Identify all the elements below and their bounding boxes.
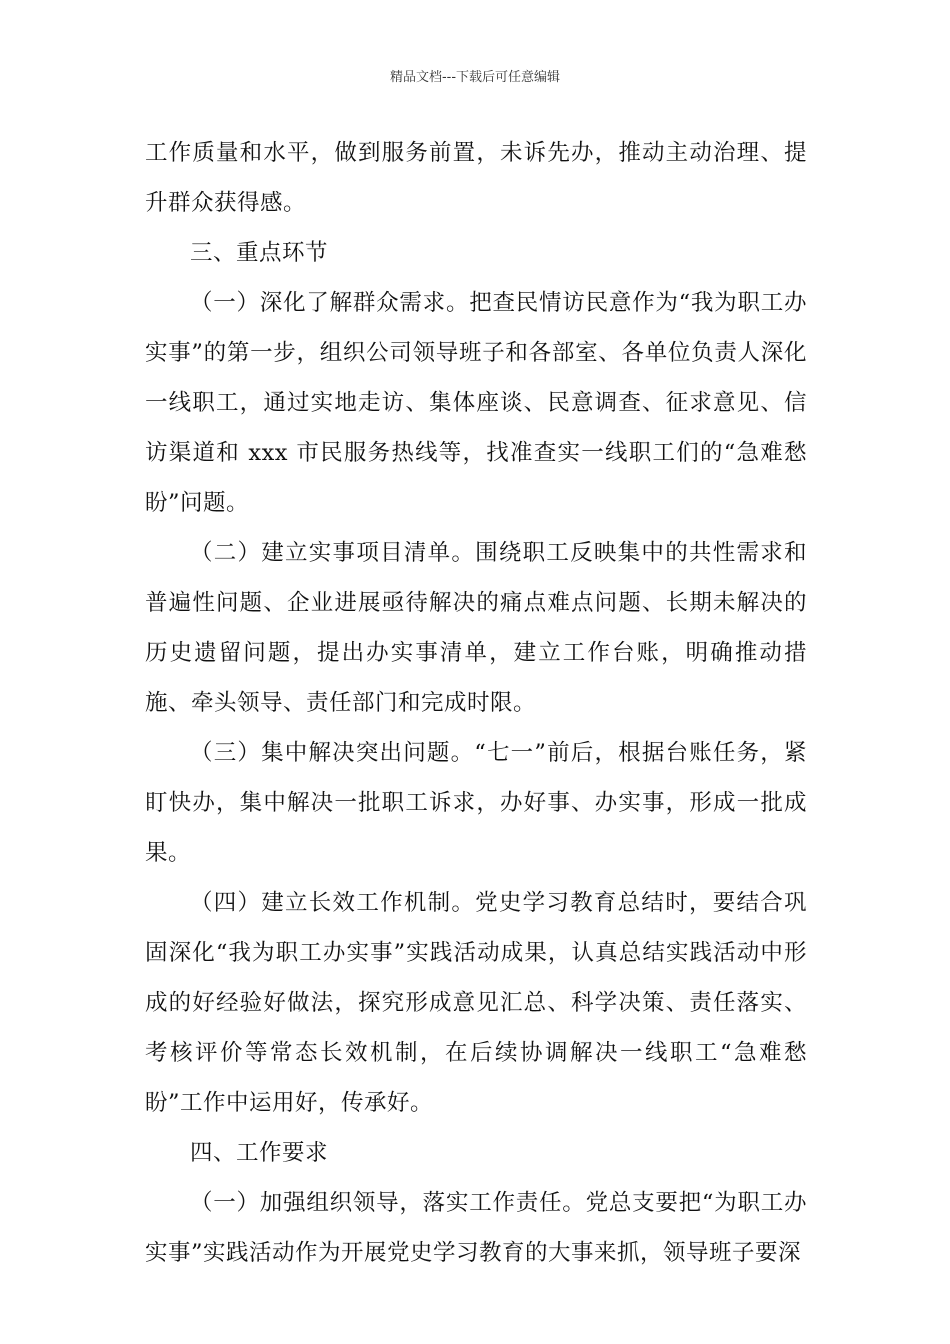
- paragraph-step-1: （一）深化了解群众需求。把查民情访民意作为“我为职工办实事”的第一步，组织公司领导班子和各部室、各单位负责人深化一线职工，通过实地走访、集体座谈、民意调查、征求意见、信访渠道和 xxx 市民服务热线等，找准查实一线职工们的“急难愁盼”问题。: [145, 290, 807, 516]
- page-header: 精品文档---下载后可任意编辑: [389, 70, 561, 85]
- paragraph-step-3: （三）集中解决突出问题。“七一”前后，根据台账任务，紧盯快办，集中解决一批职工诉求，办好事、办实事，形成一批成果。: [145, 740, 807, 866]
- document-body: [145, 128, 807, 1278]
- paragraph-step-4: （四）建立长效工作机制。党史学习教育总结时，要结合巩固深化“我为职工办实事”实践活动成果，认真总结实践活动中形成的好经验好做法，探究形成意见汇总、科学决策、责任落实、考核评价等常态长效机制，在后续协调解决一线职工“急难愁盼”工作中运用好，传承好。: [145, 890, 807, 1116]
- section-heading-requirements: 四、工作要求: [190, 1140, 329, 1166]
- section-heading-key-steps: 三、重点环节: [190, 240, 329, 266]
- paragraph-step-2: （二）建立实事项目清单。围绕职工反映集中的共性需求和普遍性问题、企业进展亟待解决的痛点难点问题、长期未解决的历史遗留问题，提出办实事清单，建立工作台账，明确推动措施、牵头领导、责任部门和完成时限。: [145, 540, 807, 716]
- paragraph-requirement-1: （一）加强组织领导，落实工作责任。党总支要把“为职工办实事”实践活动作为开展党史学习教育的大事来抓，领导班子要深: [145, 1190, 807, 1266]
- paragraph-continuation: 工作质量和水平，做到服务前置，未诉先办，推动主动治理、提升群众获得感。: [145, 140, 807, 216]
